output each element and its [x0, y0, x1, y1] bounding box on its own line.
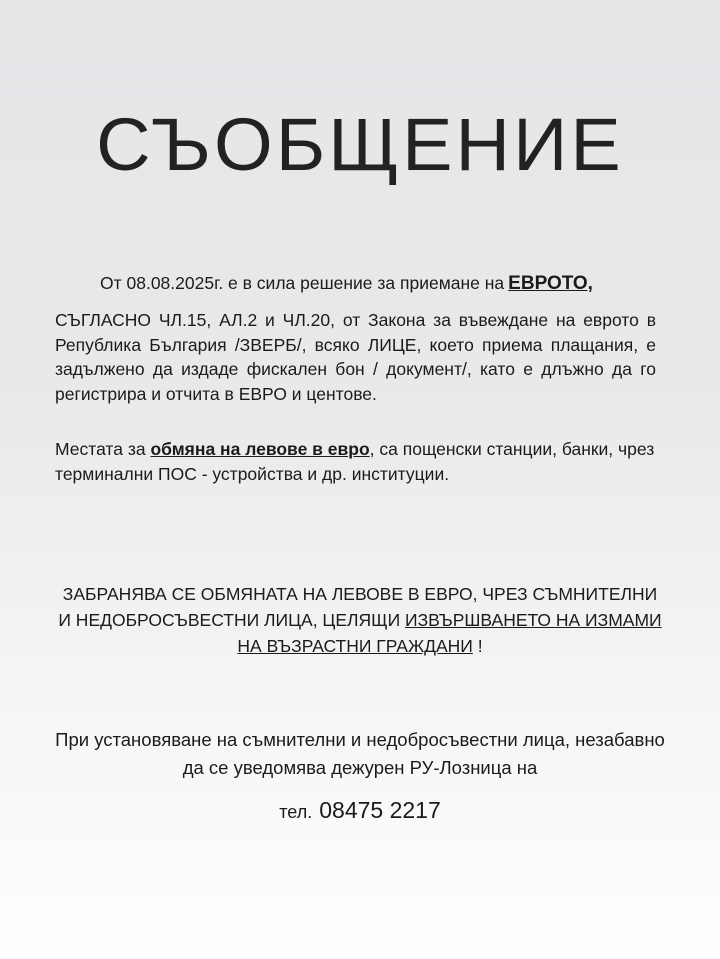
euro-highlight: ЕВРОТО,: [508, 273, 593, 294]
law-paragraph: СЪГЛАСНО ЧЛ.15, АЛ.2 и ЧЛ.20, от Закона за въвеждане на еврото в Република България /ЗВЕРБ/, всяко ЛИЦЕ, което приема плащания, е задължено да издаде фискален бон / документ/, като е длъжно да го регистрира и отчита в ЕВРО и центове.: [55, 310, 656, 404]
page-title: СЪОБЩЕНИЕ: [96, 103, 624, 186]
exchange-paragraph: [55, 437, 665, 486]
phone-line: [0, 797, 720, 824]
report-paragraph: При установяване на съмнителни и недобросъвестни лица, незабавно да се уведомява дежурен РУ-Лозница на: [55, 729, 665, 778]
warning-text: ЗАБРАНЯВА СЕ ОБМЯНАТА НА ЛЕВОВЕ В ЕВРО, ЧРЕЗ СЪМНИТЕЛНИ И НЕДОБРОСЪВЕСТНИ ЛИЦА, ЦЕЛЯЩИ: [58, 584, 658, 630]
phone-label: тел.: [279, 802, 313, 822]
exchange-prefix: Местата за: [55, 439, 146, 459]
warning-paragraph: [55, 581, 665, 659]
intro-text: От 08.08.2025г. е в сила решение за приемане на: [100, 273, 505, 293]
warning-underlined: ИЗВЪРШВАНЕТО НА ИЗМАМИ НА ВЪЗРАСТНИ ГРАЖДАНИ: [237, 610, 662, 656]
exchange-suffix: , са пощенски станции, банки, чрез терминални ПОС - устройства и др. институции.: [55, 439, 655, 484]
exchange-highlight: обмяна на левове в евро: [150, 439, 370, 459]
warning-end: !: [472, 636, 483, 656]
phone-number: 08475 2217: [319, 797, 441, 823]
intro-paragraph: [100, 271, 593, 296]
